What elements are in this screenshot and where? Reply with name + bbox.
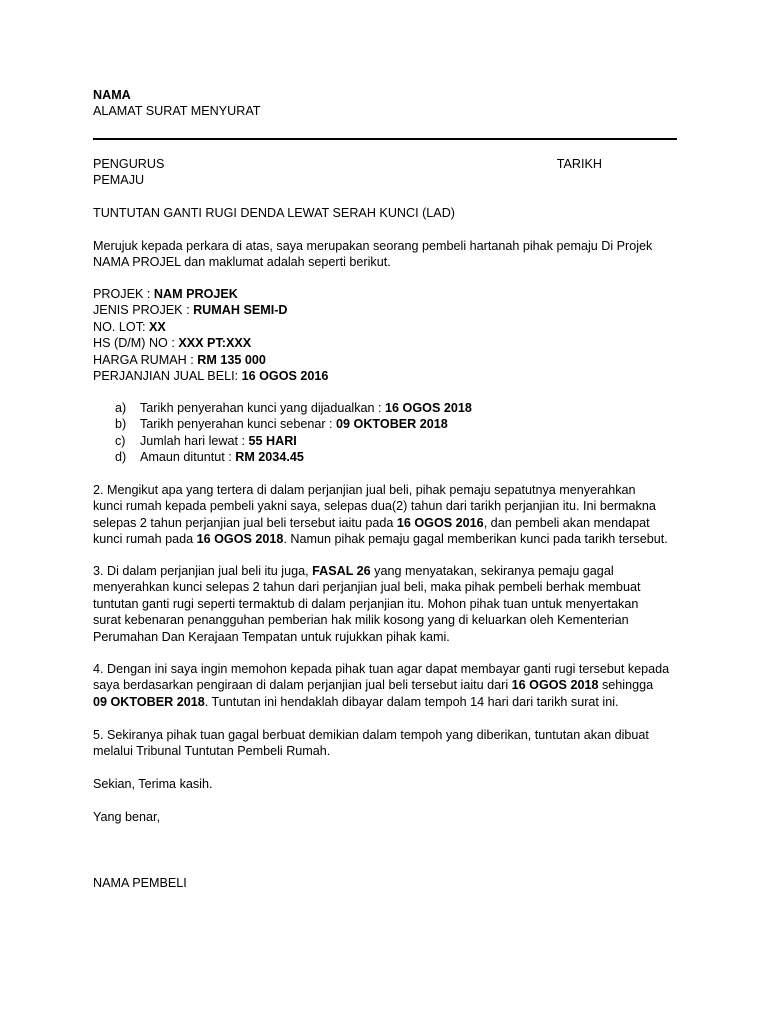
paragraph-4: 4. Dengan ini saya ingin memohon kepada pihak tuan agar dapat membayar ganti rugi tersebut kepada saya berdasarkan pengiraan di dalam perjanjian jual beli tersebut iaitu dari 16 OGOS 2018 sehingga 09 OKTOBER 2018. Tuntutan ini hendaklah dibayar dalam tempoh 14 hari dari tarikh surat ini. [93,662,670,709]
detail-hs: HS (D/M) NO : XXX PT:XXX [93,336,252,351]
paragraph-2: 2. Mengikut apa yang tertera di dalam perjanjian jual beli, pihak pemaju sepatutnya menyerahkan kunci rumah kepada pembeli yakni saya, selepas dua(2) tahun dari tarikh perjanjian itu. Ini bermakna selepas 2 tahun perjanjian jual beli tersebut iaitu pada 16 OGOS 2016, dan pembeli akan mendapat kunci rumah pada 16 OGOS 2018. Namun pihak pemaju gagal memberikan kunci pada tarikh tersebut. [93,483,668,547]
intro-paragraph [93,238,675,271]
intro-line: NAMA PROJEL dan maklumat adalah seperti berikut. [93,255,391,270]
letter-subject: TUNTUTAN GANTI RUGI DENDA LEWAT SERAH KUNCI (LAD) [93,206,455,220]
list-item: c) Jumlah hari lewat : 55 HARI [115,433,297,448]
sender-address: ALAMAT SURAT MENYURAT [93,104,261,118]
closing-text: Sekian, Terima kasih. [93,777,213,791]
date-label: TARIKH [556,157,602,171]
paragraph-5: 5. Sekiranya pihak tuan gagal berbuat demikian dalam tempoh yang diberikan, tuntutan akan dibuat melalui Tribunal Tuntutan Pembeli Rumah. [93,728,649,759]
list-item: a) Tarikh penyerahan kunci yang dijadualkan : 16 OGOS 2018 [115,401,472,415]
sender-name: NAMA [93,88,131,102]
signoff-text: Yang benar, [93,810,160,824]
intro-line: Merujuk kepada perkara di atas, saya merupakan seorang pembeli hartanah pihak pemaju Di Projek [93,239,653,253]
header-divider [93,138,677,140]
detail-perjanjian: PERJANJIAN JUAL BELI: 16 OGOS 2016 [93,369,329,384]
detail-harga: HARGA RUMAH : RM 135 000 [93,352,266,367]
paragraph-3: 3. Di dalam perjanjian jual beli itu juga, FASAL 26 yang menyatakan, sekiranya pemaju gagal menyerahkan kunci selepas 2 tahun dari perjanjian jual beli, maka pihak pembeli berhak membuat tuntutan ganti rugi seperti termaktub di dalam perjanjian itu. Mohon pihak tuan untuk menyertakan surat kebenaran penangguhan pemberian hak milik kosong yang di keluarkan oleh Kementerian Perumahan Dan Kerajaan Tempatan untuk rujukkan pihak kami. [93,564,641,644]
recipient-line2: PEMAJU [93,173,145,187]
project-details [93,286,675,384]
detail-lot: NO. LOT: XX [93,319,166,334]
claim-list [115,400,675,466]
recipient-row [93,156,602,172]
list-item: d) Amaun dituntut : RM 2034.45 [115,450,304,465]
detail-jenis: JENIS PROJEK : RUMAH SEMI-D [93,303,288,318]
detail-projek: PROJEK : NAM PROJEK [93,287,238,301]
recipient-line1: PENGURUS [93,157,165,171]
list-item: b) Tarikh penyerahan kunci sebenar : 09 OKTOBER 2018 [115,417,448,432]
signatory-name: NAMA PEMBELI [93,876,187,890]
